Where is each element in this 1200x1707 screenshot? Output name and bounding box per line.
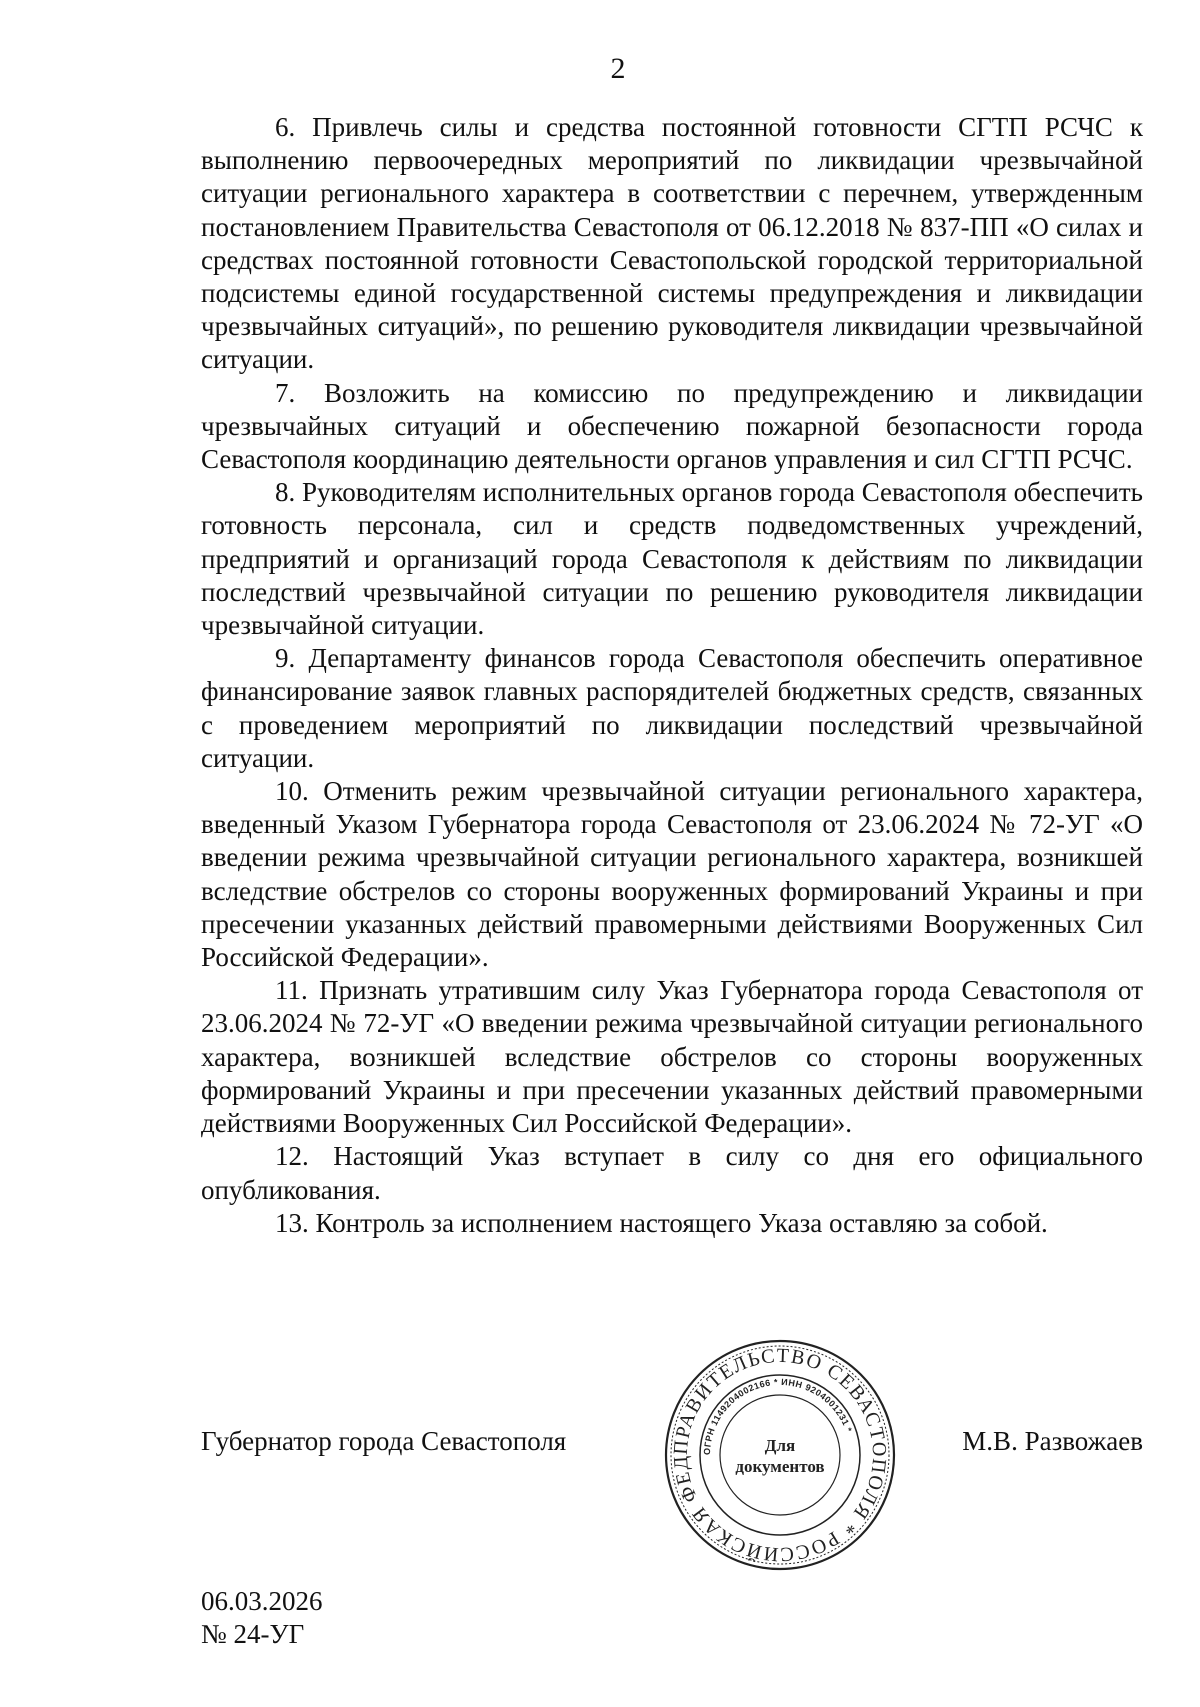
seal-inner-ring [720, 1395, 840, 1515]
paragraph-12: 12. Настоящий Указ вступает в силу со дня его официального опубликования. [201, 1141, 1143, 1205]
document-number: № 24-УГ [201, 1619, 305, 1649]
seal-center-line1: Для [764, 1436, 796, 1455]
page-number: 2 [610, 52, 626, 85]
paragraph-10: 10. Отменить режим чрезвычайной ситуации регионального характера, введенный Указом Губернатора города Севастополя от 23.06.2024 № 72-УГ «О введении режима чрезвычайной ситуации регионального характера, возникшей вследствие обстрелов со стороны вооруженных формирований Украины и при пресечении указанных действий правомерными действиями Вооруженных Сил Российской Федерации». [201, 776, 1143, 973]
seal-graphic [660, 1335, 900, 1575]
official-seal [660, 1335, 900, 1575]
signer-title: Губернатор города Севастополя [201, 1426, 567, 1456]
paragraph-13: 13. Контроль за исполнением настоящего Указа оставляю за собой. [275, 1207, 1048, 1238]
seal-outer-text: ПРАВИТЕЛЬСТВО СЕВАСТОПОЛЯ * РОССИЙСКАЯ ФЕД [669, 1344, 891, 1566]
paragraph-9: 9. Департаменту финансов города Севастополя обеспечить оперативное финансирование заявок главных распорядителей бюджетных средств, связанных с проведением мероприятий по ликвидации последствий чрезвычайной ситуации. [201, 643, 1143, 773]
paragraph-11: 11. Признать утратившим силу Указ Губернатора города Севастополя от 23.06.2024 № 72-УГ «О введении режима чрезвычайной ситуации регионального характера, возникшей вследствие обстрелов со стороны вооруженных формирований Украины и при пресечении указанных действий правомерными действиями Вооруженных Сил Российской Федерации». [201, 975, 1143, 1139]
signer-name: М.В. Развожаев [962, 1426, 1143, 1456]
paragraph-6: 6. Привлечь силы и средства постоянной готовности СГТП РСЧС к выполнению первоочередных мероприятий по ликвидации чрезвычайной ситуации регионального характера в соответствии с перечнем, утвержденным постановлением Правительства Севастополя от 06.12.2018 № 837-ПП «О силах и средствах постоянной готовности Севастопольской городской территориальной подсистемы единой государственной системы предупреждения и ликвидации чрезвычайных ситуаций», по решению руководителя ликвидации чрезвычайной ситуации. [201, 112, 1143, 375]
document-date: 06.03.2026 [201, 1586, 323, 1616]
seal-inner-text: ОГРН 1149204002166 * ИНН 9204001231 * [701, 1376, 854, 1456]
seal-center-line2: документов [735, 1457, 825, 1476]
paragraph-7: 7. Возложить на комиссию по предупреждению и ликвидации чрезвычайных ситуаций и обеспечению пожарной безопасности города Севастополя координацию деятельности органов управления и сил СГТП РСЧС. [201, 377, 1143, 475]
paragraph-8: 8. Руководителям исполнительных органов города Севастополя обеспечить готовность персонала, сил и средств подведомственных учреждений, предприятий и организаций города Севастополя к действиям по ликвидации последствий чрезвычайной ситуации по решению руководителя ликвидации чрезвычайной ситуации. [201, 477, 1143, 641]
seal-middle-ring [700, 1375, 860, 1535]
decree-body [201, 111, 1143, 1240]
